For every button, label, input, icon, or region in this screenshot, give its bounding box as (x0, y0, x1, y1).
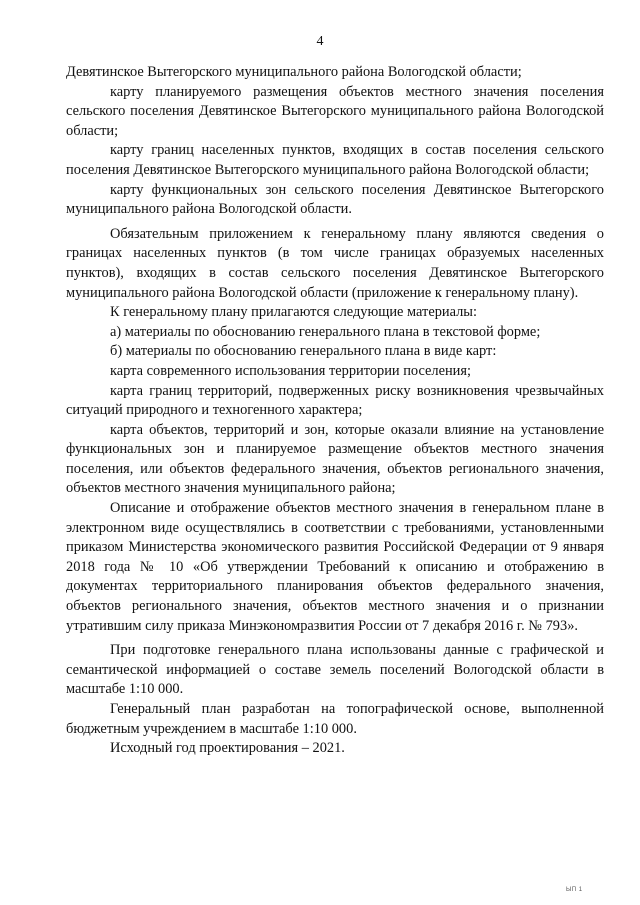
paragraph-map-influencing-objects: карта объектов, территорий и зон, которые оказали влияние на установление функциональных зон и планируемое размещение объектов местного значения поселения, или объектов федерального значения, объектов регионального значения, объектов местного значения муниципального района; (66, 421, 604, 497)
paragraph-map-functional-zones: карту функциональных зон сельского поселения Девятинское Вытегорского муниципального района Вологодской области. (66, 181, 604, 218)
paragraph-map-planned-objects: карту планируемого размещения объектов местного значения поселения сельского поселения Девятинское Вытегорского муниципального района Вологодской области; (66, 83, 604, 139)
paragraph-source-data: При подготовке генерального плана использованы данные с графической и семантической информацией о составе земель поселений Вологодской области в масштабе 1:10 000. (66, 642, 604, 698)
paragraph-topographic-basis: Генеральный план разработан на топографической основе, выполненной бюджетным учреждением в масштабе 1:10 000. (66, 701, 604, 737)
paragraph-materials-intro: К генеральному плану прилагаются следующие материалы: (110, 304, 477, 321)
paragraph-materials-maps: б) материалы по обоснованию генерального плана в виде карт: (110, 343, 497, 360)
paragraph-continuation: Девятинское Вытегорского муниципального района Вологодской области; (66, 64, 522, 80)
document-body (66, 63, 604, 759)
paragraph-base-year: Исходный год проектирования – 2021. (110, 740, 345, 757)
paragraph-map-current-use: карта современного использования территории поселения; (110, 362, 472, 379)
paragraph-map-emergency-risk: карта границ территорий, подверженных риску возникновения чрезвычайных ситуаций природного и техногенного характера; (66, 382, 604, 419)
page-number: 4 (316, 34, 324, 49)
paragraph-map-settlement-borders: карту границ населенных пунктов, входящих в состав поселения сельского поселения Девятинское Вытегорского муниципального района Вологодской области; (66, 142, 604, 178)
paragraph-description-order: Описание и отображение объектов местного значения в генеральном плане в электронном виде осуществлялись в соответствии с требованиями, установленными приказом Министерства экономического развития Российской Федерации от 9 января 2018 года № 10 «Об утверждении Требований к описанию и отображению в документах территориального планирования объектов федерального значения, объектов регионального значения, объектов местного значения и о признании утратившим силу приказа Минэкономразвития России от 7 декабря 2016 г. № 793». (66, 500, 604, 634)
paragraph-materials-text: а) материалы по обоснованию генерального плана в текстовой форме; (110, 323, 541, 340)
paragraph-mandatory-appendix: Обязательным приложением к генеральному плану являются сведения о границах населенных пунктов (в том числе границах образуемых населенных пунктов), входящих в состав сельского поселения Девятинское Вытегорского муниципального района Вологодской области (приложение к генеральному плану). (66, 225, 604, 301)
footer-mark: ЫП 1 (566, 887, 583, 893)
